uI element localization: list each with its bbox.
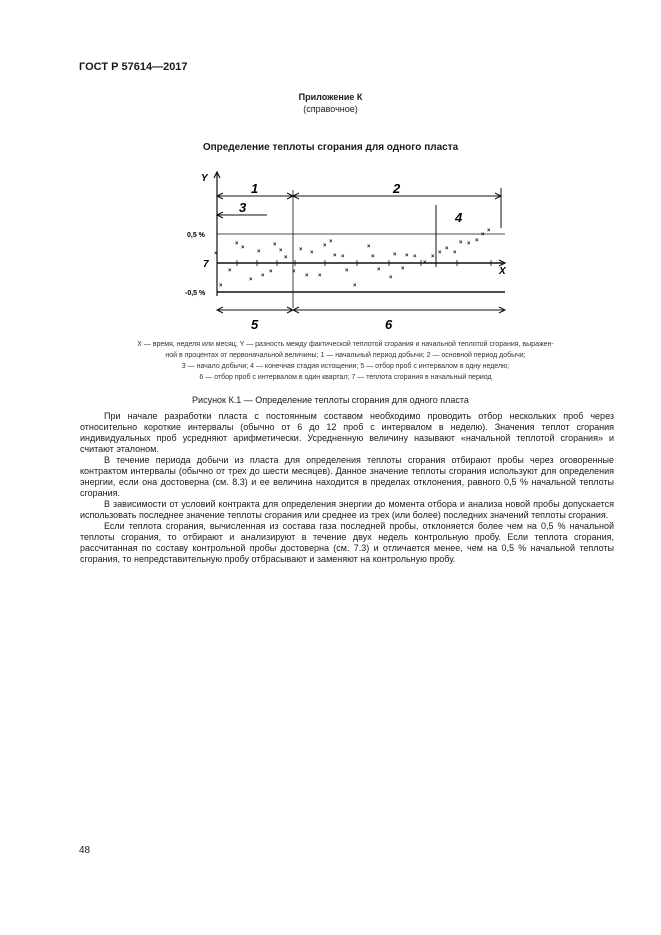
upper-limit-label: 0,5 % xyxy=(187,232,205,239)
paragraph: Если теплота сгорания, вычисленная из состава газа последней пробы, отклоняется более чем на 0,5 % начальной теплоты сгорания, то отбирают и анализируют в течение двух недель контрольную пробу. Если теплота сгорания, рассчитанная по составу контрольной пробы достоверна (см. 7.3) и отличается менее, чем на 0,5 % начальной теплоты сгорания, то непредставительную пробу отбрасывают и заменяют на контрольную пробу. xyxy=(80,521,614,564)
label-weekly-sampling: 5 xyxy=(251,317,259,332)
svg-text:×: × xyxy=(329,239,333,245)
svg-text:×: × xyxy=(475,238,479,244)
svg-text:×: × xyxy=(235,241,239,247)
svg-text:×: × xyxy=(423,260,427,266)
figure-diagram xyxy=(185,168,525,336)
legend-line: 6 — отбор проб с интервалом в один квартал; 7 — теплота сгорания в начальный период xyxy=(199,374,492,381)
figure-legend xyxy=(78,339,613,383)
svg-text:×: × xyxy=(341,254,345,260)
svg-text:×: × xyxy=(377,267,381,273)
legend-line: X — время, неделя или месяц; Y — разность между фактической теплотой сгорания и начальной теплотой сгорания, выражен- xyxy=(137,341,554,348)
paragraph: В зависимости от условий контракта для определения энергии до момента отбора и анализа новой пробы допускается использовать последнее значение теплоты сгорания или среднее из трех (или более) последних значений теплоты сгорания. xyxy=(80,499,614,520)
appendix-title: Приложение К xyxy=(298,92,363,102)
svg-text:×: × xyxy=(333,253,337,259)
svg-text:×: × xyxy=(292,269,296,275)
svg-text:×: × xyxy=(257,249,261,255)
y-axis-label: Y xyxy=(201,173,208,184)
svg-text:×: × xyxy=(353,283,357,289)
svg-text:×: × xyxy=(371,254,375,260)
svg-text:×: × xyxy=(453,250,457,256)
appendix-heading xyxy=(0,91,661,115)
body-text xyxy=(80,411,614,565)
legend-line: ной в процентах от первоначальной величины; 1 — начальный период добычи; 2 — основной период добычи; xyxy=(165,352,526,359)
legend-line: 3 — начало добычи; 4 — конечная стадия истощения; 5 — отбор проб с интервалом в одну неделю; xyxy=(181,363,510,370)
label-quarterly-sampling: 6 xyxy=(385,317,393,332)
lower-limit-label: -0,5 % xyxy=(185,290,206,297)
svg-text:×: × xyxy=(241,245,245,251)
svg-text:×: × xyxy=(345,268,349,274)
svg-text:×: × xyxy=(393,252,397,258)
label-main-period: 2 xyxy=(393,181,401,196)
paragraph: При начале разработки пласта с постоянным составом необходимо проводить отбор нескольких проб через относительно короткие интервалы (обычно от 6 до 12 проб с интервалом в неделю). Значения теплот сгорания индивидуальных проб усредняют арифметически. Усредненную величину называют «начальной теплотой сгорания» и считают эталоном. xyxy=(80,411,614,454)
svg-text:×: × xyxy=(310,250,314,256)
svg-text:×: × xyxy=(249,277,253,283)
paragraph: В течение периода добычи из пласта для определения теплоты сгорания отбирают пробы через оговоренные контрактом интервалы (обычно от трех до шести месяцев). Данное значение теплоты сгорания используют для определения энергии, если она достоверна (см. 8.3) и ее величина находится в пределах отклонения, равного 0,5 % начальной теплоты сгорания. xyxy=(80,455,614,498)
svg-text:×: × xyxy=(431,254,435,260)
svg-text:×: × xyxy=(269,269,273,275)
svg-text:×: × xyxy=(305,273,309,279)
sample-points xyxy=(214,228,491,289)
svg-text:×: × xyxy=(323,243,327,249)
label-initial-period: 1 xyxy=(251,181,259,196)
svg-text:×: × xyxy=(389,275,393,281)
svg-text:×: × xyxy=(318,273,322,279)
svg-text:×: × xyxy=(467,241,471,247)
figure-caption: Рисунок К.1 — Определение теплоты сгорания для одного пласта xyxy=(192,395,469,405)
section-title: Определение теплоты сгорания для одного пласта xyxy=(202,142,459,153)
x-axis-label: X xyxy=(499,266,506,277)
appendix-note: (справочное) xyxy=(303,104,358,114)
svg-text:×: × xyxy=(438,250,442,256)
svg-text:×: × xyxy=(219,283,223,289)
svg-text:×: × xyxy=(459,240,463,246)
svg-text:×: × xyxy=(481,232,485,238)
svg-text:×: × xyxy=(261,273,265,279)
svg-text:×: × xyxy=(299,247,303,253)
svg-text:×: × xyxy=(487,228,491,234)
page-number: 48 xyxy=(79,845,91,856)
label-start-production: 3 xyxy=(239,200,247,215)
svg-text:×: × xyxy=(284,255,288,261)
svg-text:×: × xyxy=(367,244,371,250)
svg-text:×: × xyxy=(401,266,405,272)
svg-text:×: × xyxy=(413,254,417,260)
svg-text:×: × xyxy=(228,268,232,274)
svg-text:×: × xyxy=(405,253,409,259)
document-header: ГОСТ Р 57614—2017 xyxy=(79,61,188,73)
svg-text:×: × xyxy=(445,246,449,252)
svg-text:×: × xyxy=(279,248,283,254)
svg-text:×: × xyxy=(273,242,277,248)
zero-level-label: 7 xyxy=(203,259,209,270)
svg-text:×: × xyxy=(214,251,218,257)
label-depletion-stage: 4 xyxy=(455,210,463,225)
